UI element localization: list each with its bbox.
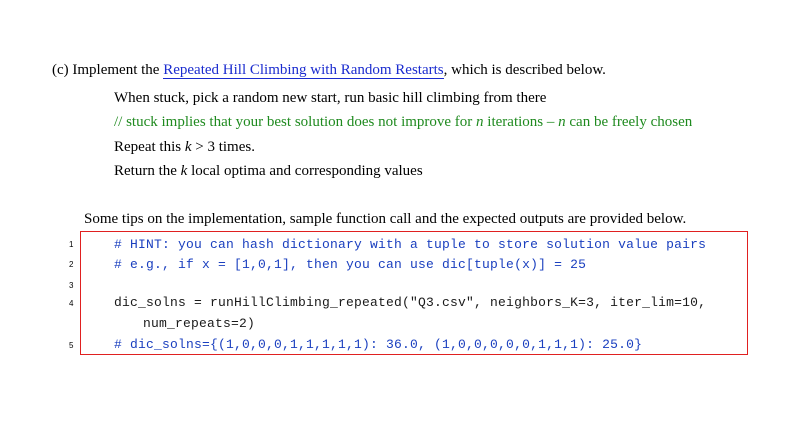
code-line-call: dic_solns = runHillClimbing_repeated("Q3.csv", neighbors_K=3, iter_lim=10, <box>114 295 707 310</box>
algorithm-link[interactable]: Repeated Hill Climbing with Random Restarts <box>163 62 444 78</box>
return-text: Return the k local optima and corresponding values <box>114 163 423 179</box>
repeat-text: Repeat this k > 3 times. <box>114 139 255 155</box>
line-number: 2 <box>69 260 74 269</box>
line-number: 1 <box>69 240 74 249</box>
line-number: 3 <box>69 281 74 290</box>
line-number: 5 <box>69 341 74 350</box>
step-when-stuck: When stuck, pick a random new start, run basic hill climbing from there <box>114 90 547 106</box>
line-number: 4 <box>69 299 74 308</box>
step-stuck-comment <box>114 114 692 131</box>
step-return <box>114 163 423 180</box>
intro-suffix: , which is described below. <box>443 62 606 78</box>
code-line-hint: # HINT: you can hash dictionary with a tuple to store solution value pairs <box>114 237 707 252</box>
stuck-comment-text: // stuck implies that your best solution does not improve for n iterations – n can be freely chosen <box>114 114 693 130</box>
code-line-example: # e.g., if x = [1,0,1], then you can use dic[tuple(x)] = 25 <box>114 257 587 272</box>
code-line-output: # dic_solns={(1,0,0,0,1,1,1,1,1): 36.0, (1,0,0,0,0,0,1,1,1): 25.0} <box>114 337 643 352</box>
code-line-call-continued: num_repeats=2) <box>143 316 256 331</box>
tips-text: Some tips on the implementation, sample function call and the expected outputs are provided below. <box>84 211 687 227</box>
intro-prefix: (c) Implement the <box>52 62 164 78</box>
step-repeat <box>114 139 255 156</box>
question-intro <box>52 62 606 79</box>
